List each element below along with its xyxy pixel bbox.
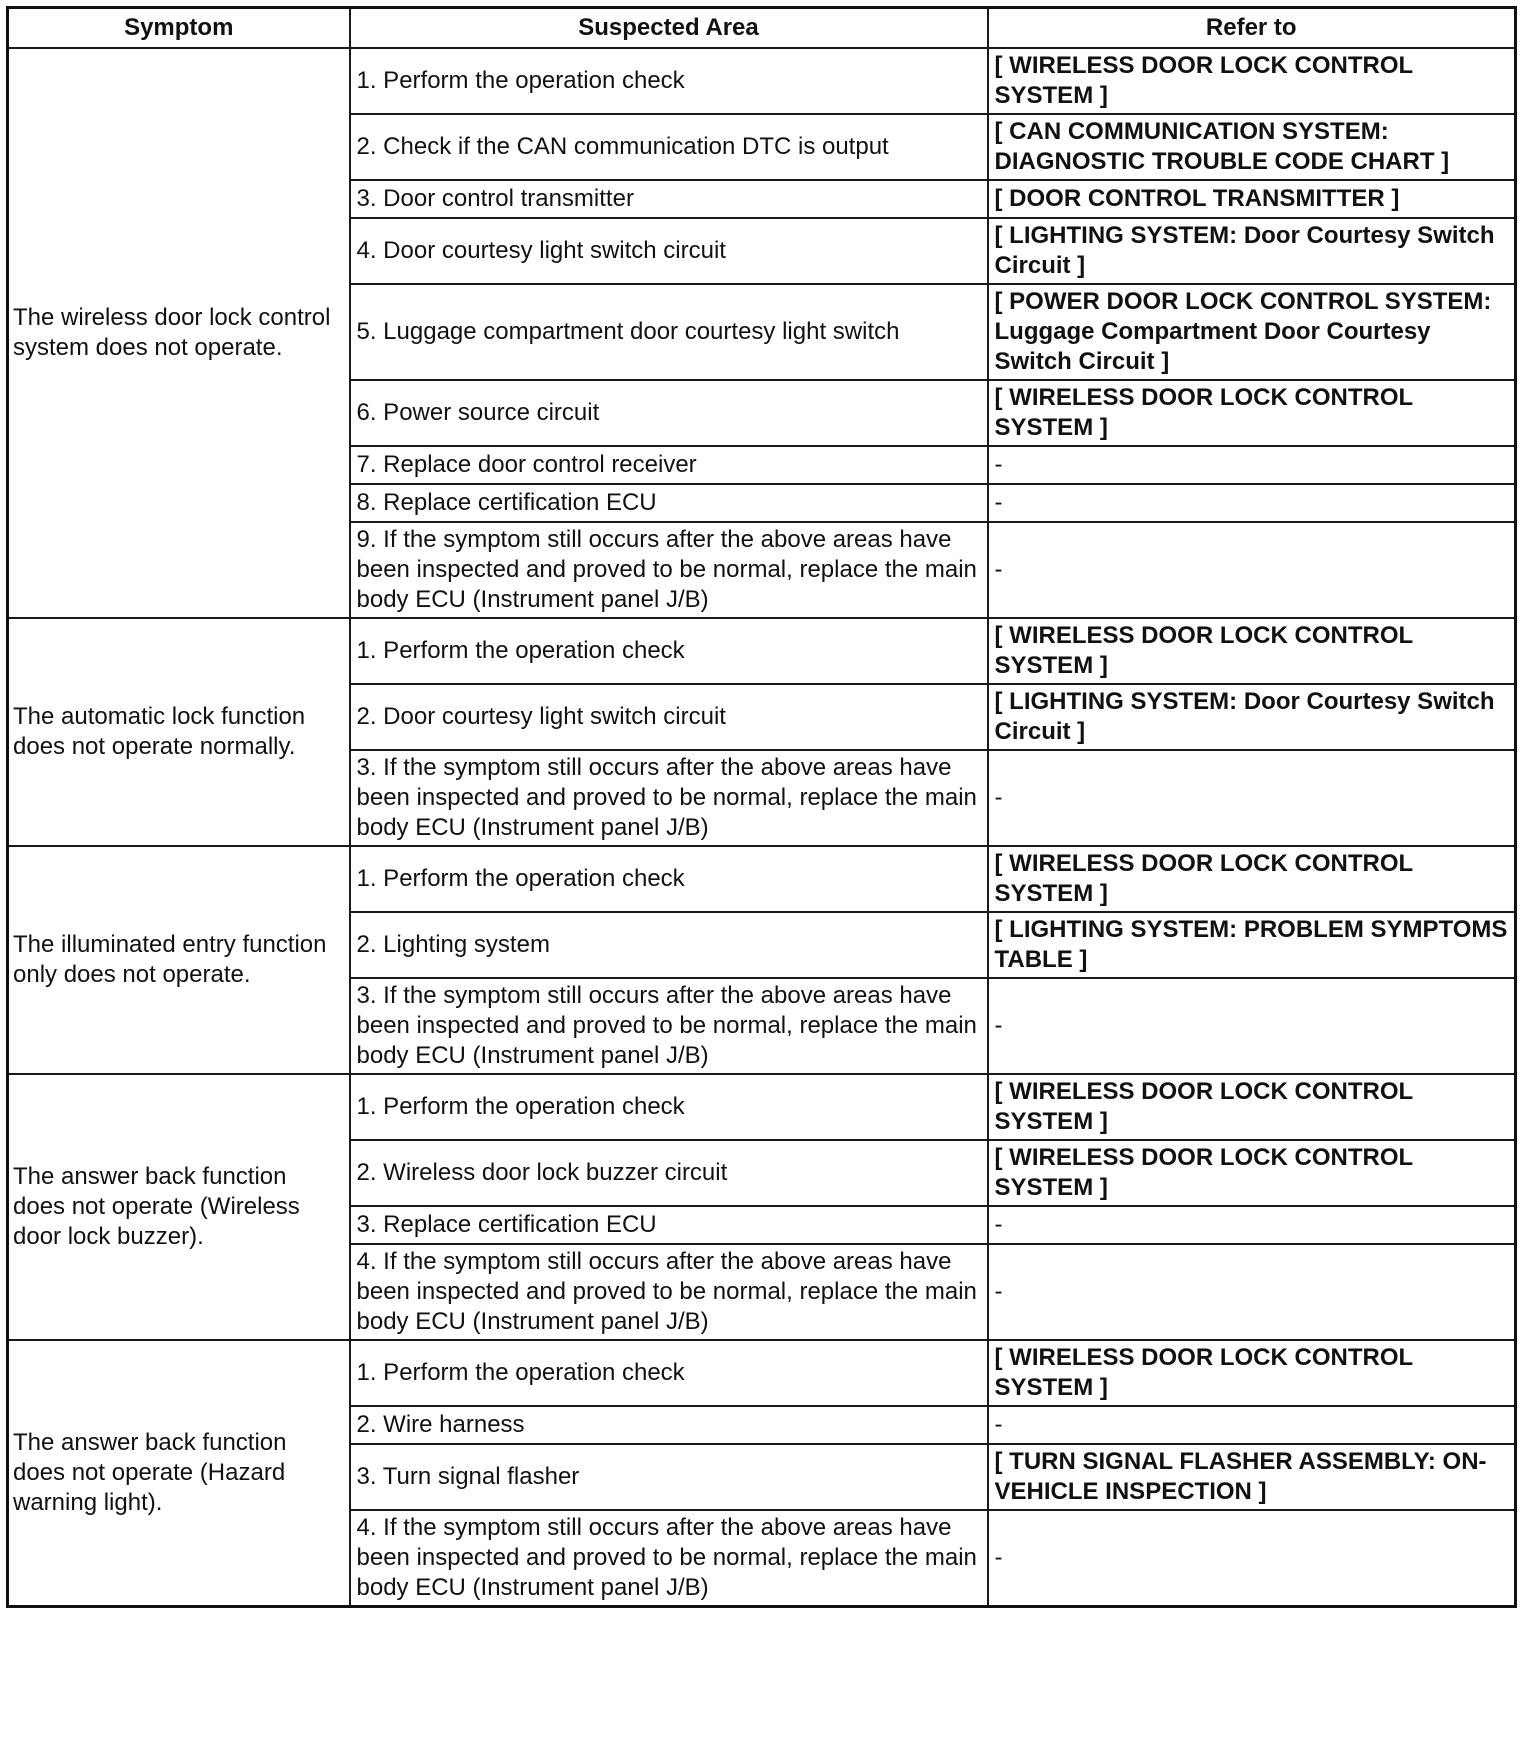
- refer-to-cell: [ LIGHTING SYSTEM: Door Courtesy Switch Circuit ]: [988, 218, 1516, 284]
- table-body: [8, 48, 1516, 1607]
- refer-to-cell: [ WIRELESS DOOR LOCK CONTROL SYSTEM ]: [988, 1074, 1516, 1140]
- suspected-area-cell: 8. Replace certification ECU: [350, 484, 988, 522]
- refer-to-cell: [ WIRELESS DOOR LOCK CONTROL SYSTEM ]: [988, 1340, 1516, 1406]
- refer-to-cell: -: [988, 1510, 1516, 1607]
- refer-to-cell: [ POWER DOOR LOCK CONTROL SYSTEM: Luggage Compartment Door Courtesy Switch Circuit ]: [988, 284, 1516, 380]
- table-row: [8, 48, 1516, 114]
- refer-to-cell: -: [988, 446, 1516, 484]
- suspected-area-cell: 3. Turn signal flasher: [350, 1444, 988, 1510]
- suspected-area-cell: 3. Door control transmitter: [350, 180, 988, 218]
- suspected-area-cell: 7. Replace door control receiver: [350, 446, 988, 484]
- refer-to-cell: [ WIRELESS DOOR LOCK CONTROL SYSTEM ]: [988, 380, 1516, 446]
- suspected-area-cell: 9. If the symptom still occurs after the above areas have been inspected and proved to be normal, replace the main body ECU (Instrument panel J/B): [350, 522, 988, 618]
- suspected-area-cell: 3. If the symptom still occurs after the above areas have been inspected and proved to be normal, replace the main body ECU (Instrument panel J/B): [350, 978, 988, 1074]
- refer-to-cell: [ WIRELESS DOOR LOCK CONTROL SYSTEM ]: [988, 618, 1516, 684]
- suspected-area-cell: 3. If the symptom still occurs after the above areas have been inspected and proved to be normal, replace the main body ECU (Instrument panel J/B): [350, 750, 988, 846]
- suspected-area-cell: 2. Lighting system: [350, 912, 988, 978]
- table-header-row: [8, 8, 1516, 49]
- suspected-area-cell: 4. If the symptom still occurs after the above areas have been inspected and proved to be normal, replace the main body ECU (Instrument panel J/B): [350, 1510, 988, 1607]
- table-row: [8, 846, 1516, 912]
- suspected-area-cell: 2. Wire harness: [350, 1406, 988, 1444]
- refer-to-cell: [ CAN COMMUNICATION SYSTEM: DIAGNOSTIC TROUBLE CODE CHART ]: [988, 114, 1516, 180]
- refer-to-cell: [ LIGHTING SYSTEM: Door Courtesy Switch Circuit ]: [988, 684, 1516, 750]
- symptom-cell: The answer back function does not operate (Hazard warning light).: [8, 1340, 350, 1607]
- table-row: [8, 1074, 1516, 1140]
- refer-to-cell: -: [988, 484, 1516, 522]
- refer-to-cell: -: [988, 978, 1516, 1074]
- suspected-area-cell: 1. Perform the operation check: [350, 618, 988, 684]
- header-suspected-area: Suspected Area: [350, 8, 988, 49]
- suspected-area-cell: 6. Power source circuit: [350, 380, 988, 446]
- suspected-area-cell: 2. Wireless door lock buzzer circuit: [350, 1140, 988, 1206]
- problem-symptoms-table-container: [6, 6, 1514, 1608]
- refer-to-cell: [ WIRELESS DOOR LOCK CONTROL SYSTEM ]: [988, 1140, 1516, 1206]
- refer-to-cell: -: [988, 1406, 1516, 1444]
- suspected-area-cell: 1. Perform the operation check: [350, 48, 988, 114]
- refer-to-cell: [ TURN SIGNAL FLASHER ASSEMBLY: ON-VEHICLE INSPECTION ]: [988, 1444, 1516, 1510]
- suspected-area-cell: 2. Check if the CAN communication DTC is output: [350, 114, 988, 180]
- suspected-area-cell: 4. Door courtesy light switch circuit: [350, 218, 988, 284]
- refer-to-cell: [ WIRELESS DOOR LOCK CONTROL SYSTEM ]: [988, 48, 1516, 114]
- symptom-cell: The wireless door lock control system does not operate.: [8, 48, 350, 618]
- symptom-cell: The answer back function does not operate (Wireless door lock buzzer).: [8, 1074, 350, 1340]
- refer-to-cell: [ DOOR CONTROL TRANSMITTER ]: [988, 180, 1516, 218]
- suspected-area-cell: 3. Replace certification ECU: [350, 1206, 988, 1244]
- suspected-area-cell: 1. Perform the operation check: [350, 846, 988, 912]
- suspected-area-cell: 2. Door courtesy light switch circuit: [350, 684, 988, 750]
- symptom-cell: The automatic lock function does not operate normally.: [8, 618, 350, 846]
- suspected-area-cell: 1. Perform the operation check: [350, 1074, 988, 1140]
- header-refer-to: Refer to: [988, 8, 1516, 49]
- refer-to-cell: -: [988, 750, 1516, 846]
- problem-symptoms-table: [6, 6, 1517, 1608]
- symptom-cell: The illuminated entry function only does not operate.: [8, 846, 350, 1074]
- suspected-area-cell: 5. Luggage compartment door courtesy light switch: [350, 284, 988, 380]
- refer-to-cell: -: [988, 1206, 1516, 1244]
- refer-to-cell: [ WIRELESS DOOR LOCK CONTROL SYSTEM ]: [988, 846, 1516, 912]
- refer-to-cell: [ LIGHTING SYSTEM: PROBLEM SYMPTOMS TABLE ]: [988, 912, 1516, 978]
- suspected-area-cell: 1. Perform the operation check: [350, 1340, 988, 1406]
- header-symptom: Symptom: [8, 8, 350, 49]
- suspected-area-cell: 4. If the symptom still occurs after the above areas have been inspected and proved to be normal, replace the main body ECU (Instrument panel J/B): [350, 1244, 988, 1340]
- table-row: [8, 1340, 1516, 1406]
- refer-to-cell: -: [988, 1244, 1516, 1340]
- table-row: [8, 618, 1516, 684]
- refer-to-cell: -: [988, 522, 1516, 618]
